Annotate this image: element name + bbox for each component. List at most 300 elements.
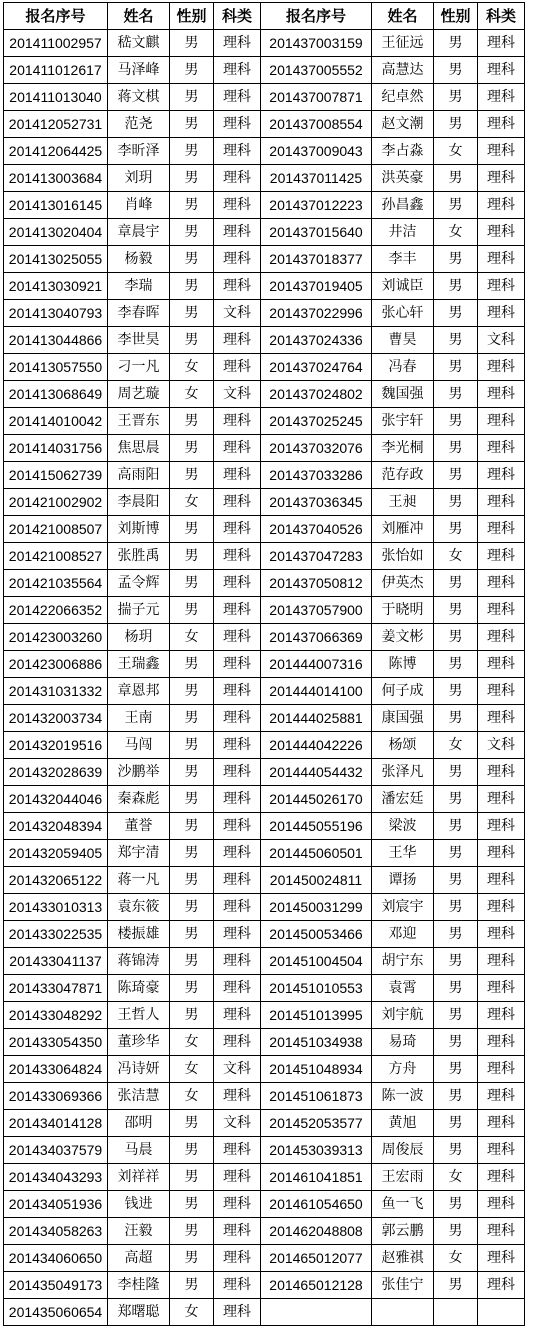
cell-name-left: 王瑞鑫 — [108, 651, 170, 678]
cell-gender-left: 男 — [170, 975, 214, 1002]
table-row — [4, 543, 525, 570]
cell-gender-left: 男 — [170, 705, 214, 732]
cell-subject-right: 理科 — [478, 597, 525, 624]
cell-gender-right: 女 — [434, 543, 478, 570]
cell-subject-left: 文科 — [214, 1110, 261, 1137]
cell-gender-right: 男 — [434, 813, 478, 840]
cell-name-left: 王晋东 — [108, 408, 170, 435]
cell-reg-no-left: 201432019516 — [4, 732, 108, 759]
cell-subject-left: 理科 — [214, 327, 261, 354]
cell-subject-right: 理科 — [478, 705, 525, 732]
cell-reg-no-right: 201437007871 — [261, 84, 372, 111]
table-row — [4, 705, 525, 732]
cell-gender-right: 女 — [434, 1164, 478, 1191]
cell-gender-left: 男 — [170, 597, 214, 624]
table-row — [4, 489, 525, 516]
cell-gender-left: 男 — [170, 408, 214, 435]
cell-reg-no-left: 201421008527 — [4, 543, 108, 570]
cell-name-right: 纪卓然 — [372, 84, 434, 111]
cell-subject-left: 理科 — [214, 1002, 261, 1029]
table-row — [4, 165, 525, 192]
table-row — [4, 597, 525, 624]
cell-name-right — [372, 1299, 434, 1326]
cell-subject-right: 理科 — [478, 219, 525, 246]
cell-subject-right: 理科 — [478, 570, 525, 597]
cell-reg-no-right: 201445060501 — [261, 840, 372, 867]
cell-name-right: 王昶 — [372, 489, 434, 516]
cell-gender-right: 男 — [434, 1137, 478, 1164]
cell-reg-no-right: 201451013995 — [261, 1002, 372, 1029]
cell-reg-no-right: 201437011425 — [261, 165, 372, 192]
cell-gender-right: 男 — [434, 192, 478, 219]
cell-reg-no-left: 201433010313 — [4, 894, 108, 921]
cell-name-right: 黄旭 — [372, 1110, 434, 1137]
cell-subject-right: 理科 — [478, 489, 525, 516]
cell-subject-right: 理科 — [478, 948, 525, 975]
cell-reg-no-left: 201414031756 — [4, 435, 108, 462]
cell-name-right: 陈一波 — [372, 1083, 434, 1110]
cell-subject-right: 理科 — [478, 1029, 525, 1056]
table-row — [4, 570, 525, 597]
cell-subject-left: 理科 — [214, 705, 261, 732]
cell-gender-right: 男 — [434, 246, 478, 273]
cell-reg-no-right: 201437012223 — [261, 192, 372, 219]
cell-subject-left: 理科 — [214, 732, 261, 759]
table-row — [4, 948, 525, 975]
cell-reg-no-left: 201433047871 — [4, 975, 108, 1002]
cell-name-left: 李瑞 — [108, 273, 170, 300]
cell-subject-right: 理科 — [478, 921, 525, 948]
cell-name-right: 于晓明 — [372, 597, 434, 624]
table-row — [4, 1218, 525, 1245]
cell-name-right: 周俊辰 — [372, 1137, 434, 1164]
cell-reg-no-left: 201433069366 — [4, 1083, 108, 1110]
cell-name-right: 伊英杰 — [372, 570, 434, 597]
cell-subject-right: 文科 — [478, 732, 525, 759]
cell-reg-no-left: 201413003684 — [4, 165, 108, 192]
cell-name-right: 方舟 — [372, 1056, 434, 1083]
cell-reg-no-right: 201437050812 — [261, 570, 372, 597]
cell-gender-right: 男 — [434, 651, 478, 678]
cell-reg-no-left: 201411002957 — [4, 30, 108, 57]
cell-name-right: 孙昌鑫 — [372, 192, 434, 219]
cell-subject-left: 理科 — [214, 84, 261, 111]
cell-gender-left: 男 — [170, 1218, 214, 1245]
cell-gender-left: 女 — [170, 354, 214, 381]
cell-gender-right: 男 — [434, 1110, 478, 1137]
table-row — [4, 354, 525, 381]
cell-subject-right: 理科 — [478, 651, 525, 678]
cell-subject-left: 理科 — [214, 489, 261, 516]
cell-subject-right: 理科 — [478, 813, 525, 840]
cell-name-right: 姜文彬 — [372, 624, 434, 651]
cell-reg-no-right: 201437047283 — [261, 543, 372, 570]
cell-reg-no-right: 201437003159 — [261, 30, 372, 57]
header-subject-left: 科类 — [214, 3, 261, 30]
cell-reg-no-right: 201437066369 — [261, 624, 372, 651]
cell-reg-no-right: 201437057900 — [261, 597, 372, 624]
cell-subject-right — [478, 1299, 525, 1326]
cell-subject-right: 理科 — [478, 1137, 525, 1164]
header-name-left: 姓名 — [108, 3, 170, 30]
cell-gender-left: 男 — [170, 1191, 214, 1218]
cell-subject-right: 理科 — [478, 1056, 525, 1083]
table-row — [4, 1191, 525, 1218]
table-body — [4, 30, 525, 1326]
cell-subject-left: 理科 — [214, 678, 261, 705]
cell-gender-left: 男 — [170, 813, 214, 840]
cell-reg-no-right: 201451061873 — [261, 1083, 372, 1110]
cell-name-left: 郑曙聪 — [108, 1299, 170, 1326]
cell-gender-right: 男 — [434, 273, 478, 300]
cell-reg-no-left: 201415062739 — [4, 462, 108, 489]
cell-name-right: 范存政 — [372, 462, 434, 489]
cell-name-right: 王华 — [372, 840, 434, 867]
cell-gender-left: 男 — [170, 30, 214, 57]
cell-reg-no-left: 201432065122 — [4, 867, 108, 894]
cell-reg-no-right: 201444025881 — [261, 705, 372, 732]
table-row — [4, 1029, 525, 1056]
table-row — [4, 246, 525, 273]
cell-subject-right: 理科 — [478, 408, 525, 435]
cell-reg-no-left: 201435060654 — [4, 1299, 108, 1326]
cell-reg-no-right: 201437036345 — [261, 489, 372, 516]
cell-subject-right: 理科 — [478, 516, 525, 543]
table-row — [4, 1299, 525, 1326]
cell-name-left: 秦森彪 — [108, 786, 170, 813]
cell-subject-left: 理科 — [214, 1272, 261, 1299]
cell-name-right: 何子成 — [372, 678, 434, 705]
cell-subject-right: 理科 — [478, 1110, 525, 1137]
cell-name-right: 胡宁东 — [372, 948, 434, 975]
table-row — [4, 813, 525, 840]
cell-gender-right: 男 — [434, 1191, 478, 1218]
table-row — [4, 219, 525, 246]
cell-subject-right: 理科 — [478, 138, 525, 165]
table-row — [4, 867, 525, 894]
cell-gender-left: 男 — [170, 516, 214, 543]
cell-reg-no-left: 201433048292 — [4, 1002, 108, 1029]
cell-gender-right: 男 — [434, 1002, 478, 1029]
cell-gender-right: 男 — [434, 30, 478, 57]
cell-gender-right: 男 — [434, 1083, 478, 1110]
cell-name-left: 刘玥 — [108, 165, 170, 192]
cell-name-left: 王哲人 — [108, 1002, 170, 1029]
cell-gender-right: 男 — [434, 678, 478, 705]
cell-gender-left: 女 — [170, 624, 214, 651]
cell-name-right: 王征远 — [372, 30, 434, 57]
cell-name-left: 冯诗妍 — [108, 1056, 170, 1083]
cell-name-left: 高超 — [108, 1245, 170, 1272]
cell-name-left: 董珍华 — [108, 1029, 170, 1056]
cell-gender-right: 男 — [434, 597, 478, 624]
cell-subject-left: 理科 — [214, 354, 261, 381]
cell-gender-right: 男 — [434, 921, 478, 948]
cell-name-left: 董誉 — [108, 813, 170, 840]
cell-name-left: 钱进 — [108, 1191, 170, 1218]
cell-gender-left: 男 — [170, 1002, 214, 1029]
cell-name-left: 范尧 — [108, 111, 170, 138]
cell-subject-left: 理科 — [214, 975, 261, 1002]
cell-subject-left: 理科 — [214, 1245, 261, 1272]
cell-subject-left: 理科 — [214, 516, 261, 543]
cell-reg-no-left: 201413030921 — [4, 273, 108, 300]
cell-subject-left: 理科 — [214, 192, 261, 219]
cell-name-right: 鱼一飞 — [372, 1191, 434, 1218]
cell-gender-right: 男 — [434, 327, 478, 354]
admission-list-table — [3, 2, 525, 1326]
cell-reg-no-right: 201437024336 — [261, 327, 372, 354]
cell-reg-no-right: 201450031299 — [261, 894, 372, 921]
cell-name-left: 蒋一凡 — [108, 867, 170, 894]
cell-name-left: 郑宇清 — [108, 840, 170, 867]
cell-gender-left: 男 — [170, 273, 214, 300]
cell-gender-left: 男 — [170, 165, 214, 192]
cell-name-left: 焦思晨 — [108, 435, 170, 462]
cell-reg-no-right: 201437022996 — [261, 300, 372, 327]
cell-name-right: 王宏雨 — [372, 1164, 434, 1191]
cell-name-right: 邓迎 — [372, 921, 434, 948]
cell-gender-left: 男 — [170, 1110, 214, 1137]
table-row — [4, 273, 525, 300]
cell-gender-right: 女 — [434, 732, 478, 759]
cell-subject-right: 理科 — [478, 678, 525, 705]
cell-name-left: 马泽峰 — [108, 57, 170, 84]
cell-gender-right: 男 — [434, 381, 478, 408]
cell-reg-no-right: 201461054650 — [261, 1191, 372, 1218]
cell-reg-no-left: 201434051936 — [4, 1191, 108, 1218]
table-row — [4, 57, 525, 84]
cell-subject-right: 理科 — [478, 1002, 525, 1029]
cell-name-left: 张洁慧 — [108, 1083, 170, 1110]
cell-gender-right: 男 — [434, 84, 478, 111]
table-row — [4, 1164, 525, 1191]
cell-gender-right: 男 — [434, 759, 478, 786]
cell-reg-no-right: 201450053466 — [261, 921, 372, 948]
cell-name-right: 魏国强 — [372, 381, 434, 408]
cell-name-left: 王南 — [108, 705, 170, 732]
cell-name-right: 张心轩 — [372, 300, 434, 327]
cell-subject-left: 理科 — [214, 624, 261, 651]
cell-reg-no-left: 201433022535 — [4, 921, 108, 948]
cell-subject-left: 理科 — [214, 1029, 261, 1056]
cell-gender-left: 男 — [170, 246, 214, 273]
table-row — [4, 111, 525, 138]
cell-reg-no-right: 201461041851 — [261, 1164, 372, 1191]
cell-reg-no-left: 201434060650 — [4, 1245, 108, 1272]
cell-name-left: 楼振雄 — [108, 921, 170, 948]
cell-reg-no-left: 201422066352 — [4, 597, 108, 624]
cell-subject-left: 理科 — [214, 921, 261, 948]
cell-name-left: 李昕泽 — [108, 138, 170, 165]
cell-gender-left: 女 — [170, 1299, 214, 1326]
cell-reg-no-left: 201432003734 — [4, 705, 108, 732]
table-row — [4, 840, 525, 867]
cell-reg-no-right — [261, 1299, 372, 1326]
cell-subject-left: 理科 — [214, 1164, 261, 1191]
cell-gender-right: 男 — [434, 840, 478, 867]
cell-reg-no-left: 201411013040 — [4, 84, 108, 111]
cell-subject-left: 理科 — [214, 894, 261, 921]
header-reg-no-right: 报名序号 — [261, 3, 372, 30]
table-row — [4, 651, 525, 678]
cell-gender-left: 男 — [170, 1137, 214, 1164]
cell-name-right: 赵雅祺 — [372, 1245, 434, 1272]
cell-name-left: 袁东筱 — [108, 894, 170, 921]
cell-reg-no-right: 201451010553 — [261, 975, 372, 1002]
cell-gender-right: 男 — [434, 1029, 478, 1056]
cell-gender-left: 男 — [170, 1272, 214, 1299]
cell-subject-right: 理科 — [478, 381, 525, 408]
cell-subject-left: 理科 — [214, 435, 261, 462]
cell-name-right: 谭扬 — [372, 867, 434, 894]
cell-name-right: 袁霄 — [372, 975, 434, 1002]
cell-reg-no-right: 201437032076 — [261, 435, 372, 462]
cell-reg-no-left: 201434037579 — [4, 1137, 108, 1164]
cell-name-right: 康国强 — [372, 705, 434, 732]
cell-gender-left: 男 — [170, 1164, 214, 1191]
cell-gender-right: 男 — [434, 1218, 478, 1245]
cell-gender-left: 男 — [170, 732, 214, 759]
table-row — [4, 975, 525, 1002]
cell-reg-no-right: 201451034938 — [261, 1029, 372, 1056]
cell-gender-left: 男 — [170, 867, 214, 894]
cell-name-right: 刘宸宇 — [372, 894, 434, 921]
table-row — [4, 894, 525, 921]
cell-gender-right: 男 — [434, 408, 478, 435]
cell-name-right: 陈博 — [372, 651, 434, 678]
cell-subject-left: 理科 — [214, 597, 261, 624]
cell-reg-no-right: 201437009043 — [261, 138, 372, 165]
cell-name-left: 揣子元 — [108, 597, 170, 624]
cell-name-right: 冯春 — [372, 354, 434, 381]
cell-gender-right: 男 — [434, 894, 478, 921]
table-row — [4, 1245, 525, 1272]
cell-name-right: 高慧达 — [372, 57, 434, 84]
cell-reg-no-left: 201423006886 — [4, 651, 108, 678]
cell-gender-left: 男 — [170, 192, 214, 219]
cell-reg-no-right: 201462048808 — [261, 1218, 372, 1245]
cell-gender-left: 男 — [170, 219, 214, 246]
cell-gender-left: 男 — [170, 570, 214, 597]
table-row — [4, 138, 525, 165]
cell-name-left: 高雨阳 — [108, 462, 170, 489]
cell-name-right: 李占淼 — [372, 138, 434, 165]
cell-name-right: 曹昊 — [372, 327, 434, 354]
cell-reg-no-right: 201451004504 — [261, 948, 372, 975]
cell-name-right: 洪英豪 — [372, 165, 434, 192]
cell-reg-no-right: 201445026170 — [261, 786, 372, 813]
cell-subject-right: 理科 — [478, 111, 525, 138]
cell-subject-left: 文科 — [214, 1056, 261, 1083]
cell-gender-right: 男 — [434, 975, 478, 1002]
cell-subject-left: 理科 — [214, 219, 261, 246]
cell-name-right: 刘宇航 — [372, 1002, 434, 1029]
table-row — [4, 516, 525, 543]
header-row — [4, 3, 525, 30]
cell-reg-no-left: 201413016145 — [4, 192, 108, 219]
cell-name-right: 梁波 — [372, 813, 434, 840]
cell-subject-right: 理科 — [478, 354, 525, 381]
cell-name-right: 李丰 — [372, 246, 434, 273]
cell-reg-no-right: 201444014100 — [261, 678, 372, 705]
cell-subject-right: 理科 — [478, 57, 525, 84]
cell-name-left: 李世昊 — [108, 327, 170, 354]
cell-reg-no-left: 201432059405 — [4, 840, 108, 867]
cell-reg-no-left: 201434014128 — [4, 1110, 108, 1137]
cell-reg-no-right: 201437040526 — [261, 516, 372, 543]
cell-gender-right: 男 — [434, 1056, 478, 1083]
cell-name-left: 刁一凡 — [108, 354, 170, 381]
cell-name-right: 井洁 — [372, 219, 434, 246]
cell-name-left: 周艺璇 — [108, 381, 170, 408]
cell-gender-left: 女 — [170, 1029, 214, 1056]
cell-subject-right: 理科 — [478, 1164, 525, 1191]
cell-reg-no-right: 201444054432 — [261, 759, 372, 786]
header-gender-left: 性别 — [170, 3, 214, 30]
cell-reg-no-right: 201444007316 — [261, 651, 372, 678]
cell-name-left: 陈琦豪 — [108, 975, 170, 1002]
cell-gender-left: 男 — [170, 1245, 214, 1272]
cell-name-left: 刘祥祥 — [108, 1164, 170, 1191]
cell-name-right: 潘宏廷 — [372, 786, 434, 813]
cell-reg-no-left: 201423003260 — [4, 624, 108, 651]
cell-name-left: 章晨宇 — [108, 219, 170, 246]
cell-gender-right: 男 — [434, 435, 478, 462]
cell-name-right: 李光桐 — [372, 435, 434, 462]
cell-name-left: 李晨阳 — [108, 489, 170, 516]
cell-reg-no-right: 201437033286 — [261, 462, 372, 489]
cell-subject-left: 理科 — [214, 1218, 261, 1245]
table-row — [4, 192, 525, 219]
cell-reg-no-right: 201437019405 — [261, 273, 372, 300]
cell-name-right: 张泽凡 — [372, 759, 434, 786]
cell-subject-left: 文科 — [214, 381, 261, 408]
cell-reg-no-left: 201421008507 — [4, 516, 108, 543]
table-row — [4, 1056, 525, 1083]
cell-subject-left: 理科 — [214, 1137, 261, 1164]
cell-name-left: 邵明 — [108, 1110, 170, 1137]
cell-gender-right: 男 — [434, 354, 478, 381]
cell-name-right: 刘诚臣 — [372, 273, 434, 300]
header-name-right: 姓名 — [372, 3, 434, 30]
cell-subject-left: 理科 — [214, 786, 261, 813]
cell-name-right: 张怡如 — [372, 543, 434, 570]
cell-name-right: 易琦 — [372, 1029, 434, 1056]
cell-reg-no-right: 201450024811 — [261, 867, 372, 894]
cell-subject-right: 理科 — [478, 867, 525, 894]
cell-subject-right: 理科 — [478, 84, 525, 111]
cell-reg-no-right: 201437024802 — [261, 381, 372, 408]
cell-name-left: 蒋文棋 — [108, 84, 170, 111]
cell-subject-left: 理科 — [214, 651, 261, 678]
cell-reg-no-left: 201432044046 — [4, 786, 108, 813]
cell-reg-no-left: 201432048394 — [4, 813, 108, 840]
cell-name-right: 杨颂 — [372, 732, 434, 759]
cell-name-left: 杨毅 — [108, 246, 170, 273]
cell-subject-left: 理科 — [214, 408, 261, 435]
cell-reg-no-right: 201437024764 — [261, 354, 372, 381]
cell-reg-no-left: 201412052731 — [4, 111, 108, 138]
cell-subject-right: 理科 — [478, 300, 525, 327]
cell-reg-no-right: 201437015640 — [261, 219, 372, 246]
cell-subject-left: 理科 — [214, 165, 261, 192]
cell-subject-right: 理科 — [478, 786, 525, 813]
table-row — [4, 759, 525, 786]
cell-name-left: 肖峰 — [108, 192, 170, 219]
cell-gender-right: 男 — [434, 867, 478, 894]
cell-gender-right — [434, 1299, 478, 1326]
